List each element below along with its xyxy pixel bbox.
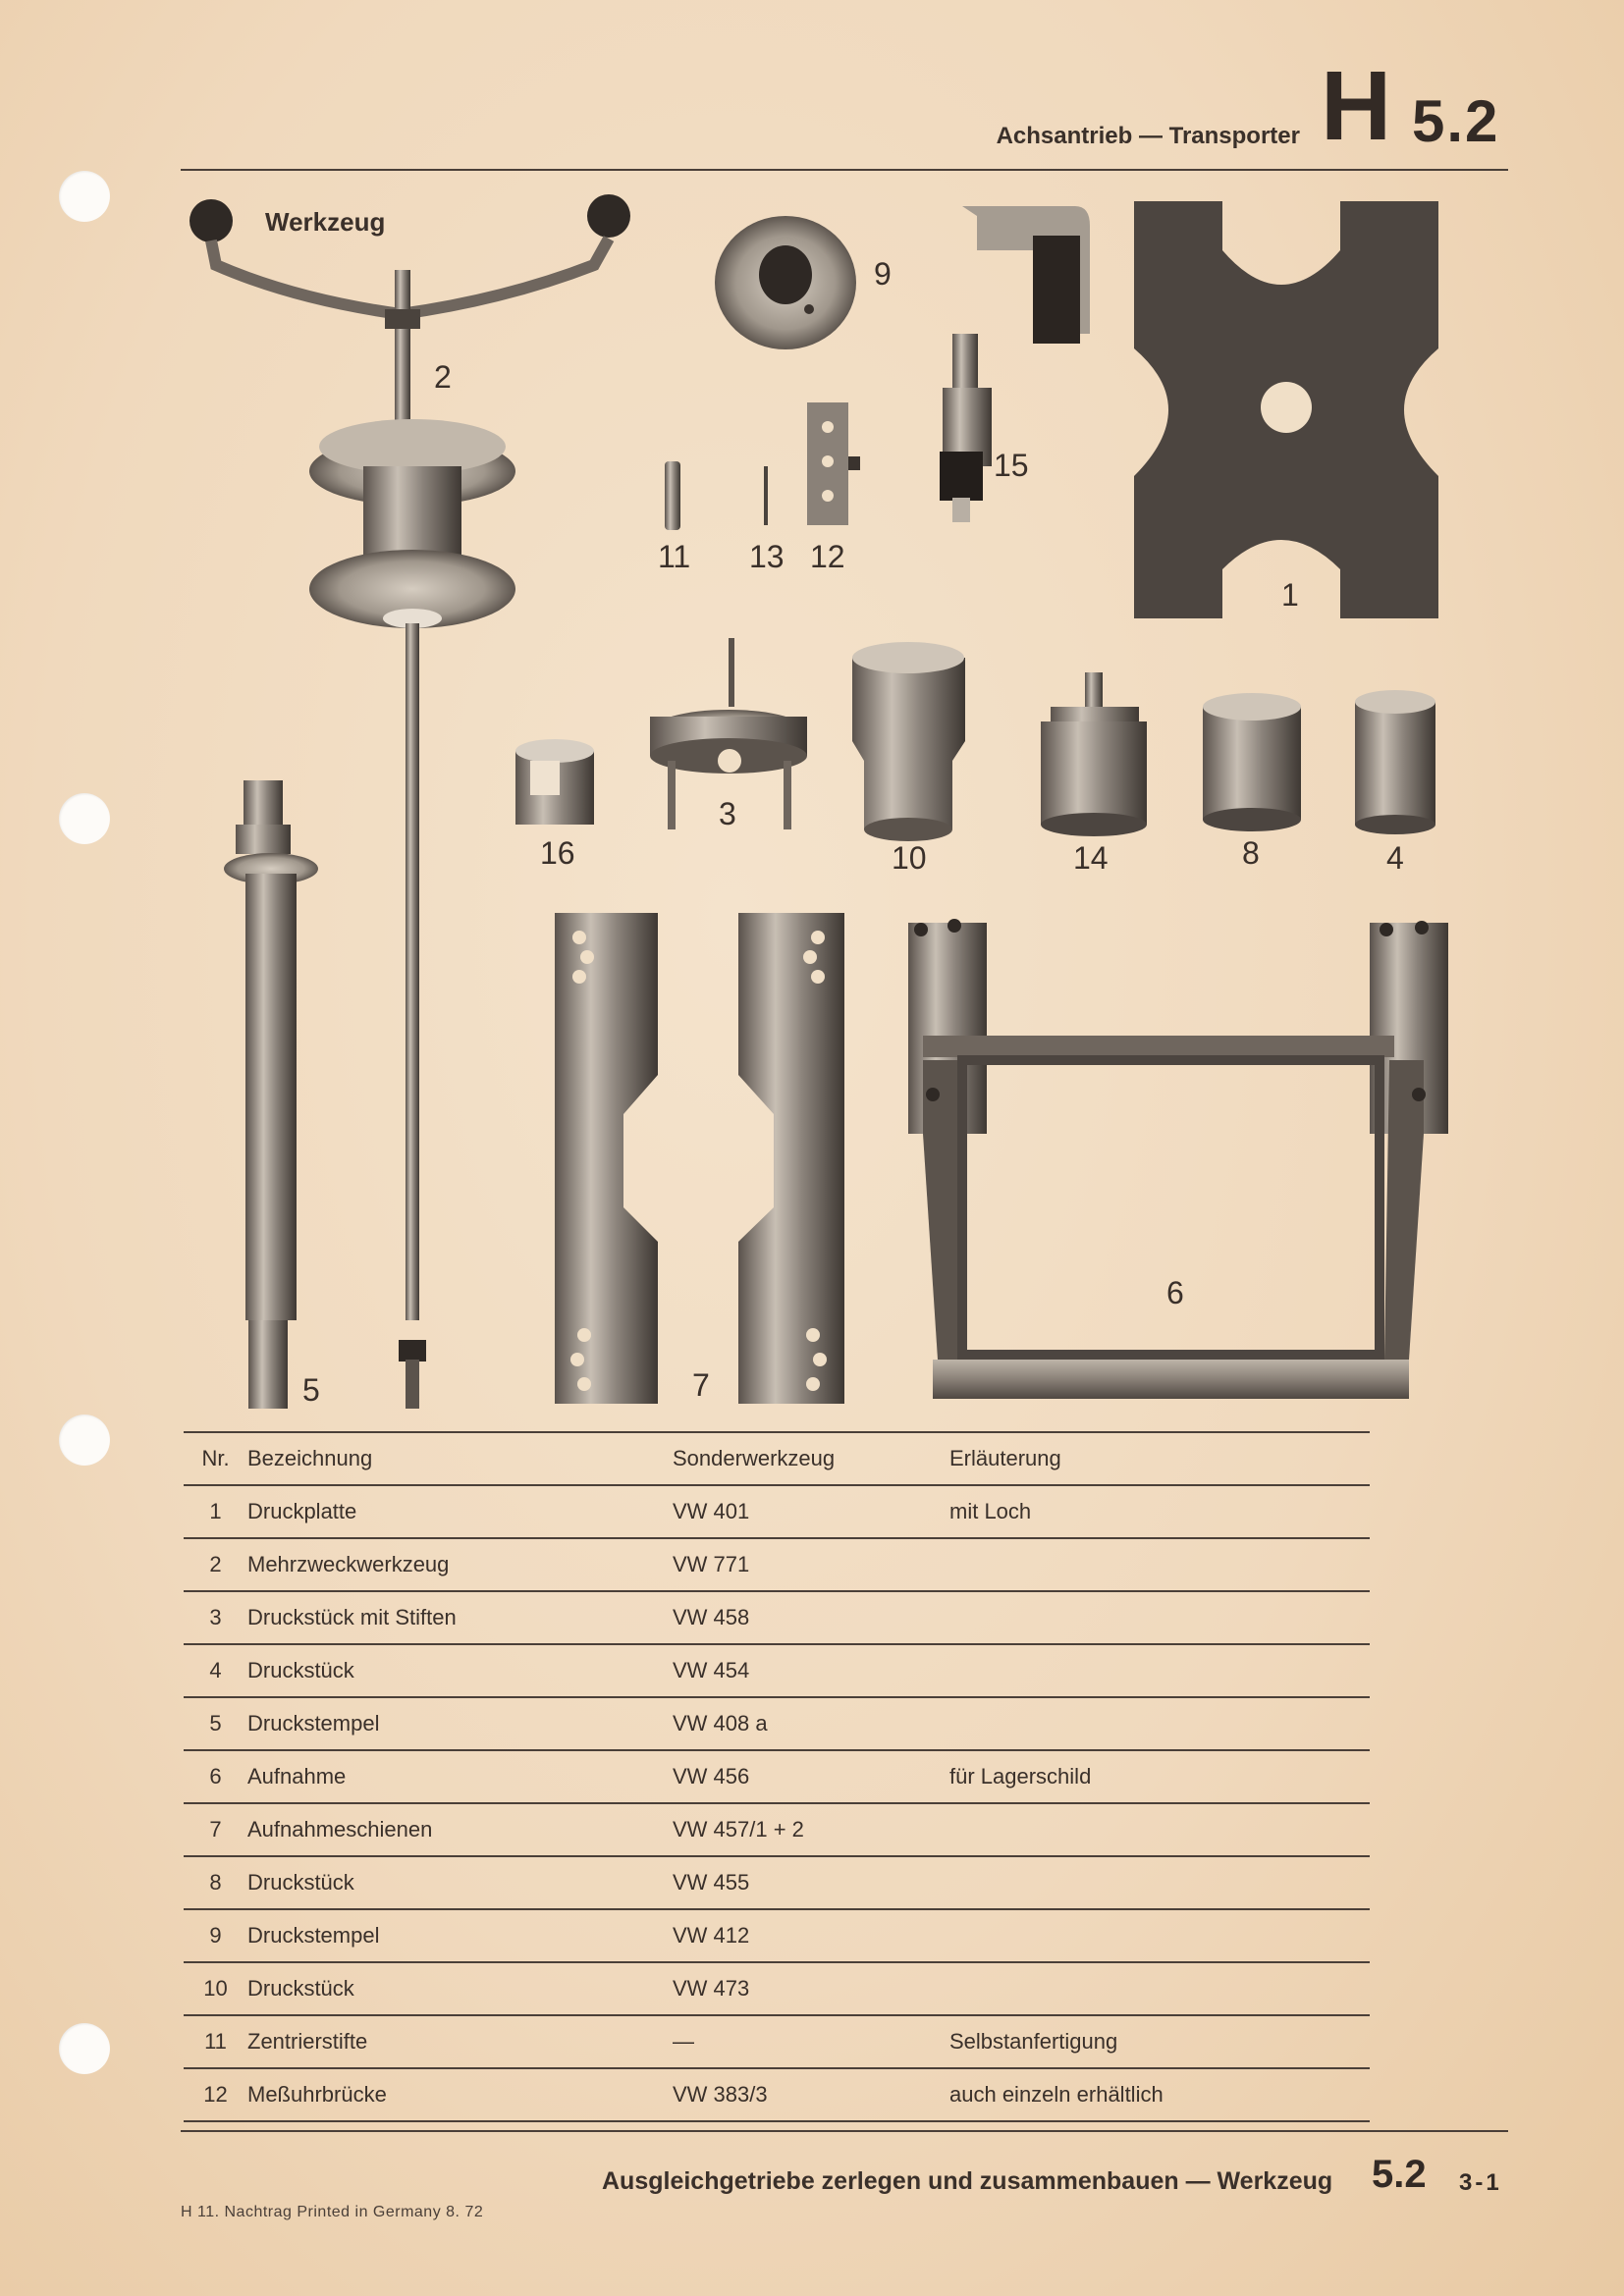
cell-sonderwerkzeug: VW 412 <box>673 1923 750 1948</box>
cell-erlaeuterung <box>949 1856 1370 1909</box>
table-header-row <box>184 1432 1370 1485</box>
section-number: 5.2 <box>1412 88 1500 154</box>
tool-label-4: 4 <box>1386 840 1404 876</box>
cell-erlaeuterung <box>949 1697 1370 1750</box>
table-row <box>184 1538 1370 1591</box>
cell-erlaeuterung: mit Loch <box>949 1499 1032 1523</box>
cell-erlaeuterung: Selbstanfertigung <box>949 2029 1118 2054</box>
tool-label-14: 14 <box>1073 840 1109 876</box>
cell-nr: 3 <box>209 1605 222 1629</box>
table-row <box>184 1856 1370 1909</box>
header-subtitle: Achsantrieb — Transporter <box>996 123 1300 149</box>
footer-rule <box>181 2130 1508 2132</box>
cell-sonderwerkzeug: VW 458 <box>673 1605 750 1629</box>
cell-bezeichnung: Aufnahme <box>247 1764 347 1789</box>
cell-erlaeuterung <box>949 1538 1370 1591</box>
punch-hole <box>59 171 110 222</box>
tool-label-9: 9 <box>874 256 892 292</box>
cell-sonderwerkzeug: VW 401 <box>673 1499 750 1523</box>
cell-bezeichnung: Druckstempel <box>247 1923 380 1948</box>
cell-bezeichnung: Meßuhrbrücke <box>247 2082 387 2107</box>
table-row <box>184 2068 1370 2121</box>
cell-bezeichnung: Druckplatte <box>247 1499 357 1523</box>
tool-12-gauge-bridge <box>807 402 860 525</box>
imprint-note: H 11. Nachtrag Printed in Germany 8. 72 <box>181 2204 484 2220</box>
figure-caption: Werkzeug <box>265 207 386 237</box>
tool-10-pressure-piece <box>852 642 965 841</box>
cell-sonderwerkzeug: VW 771 <box>673 1552 750 1576</box>
table-row <box>184 1591 1370 1644</box>
cell-bezeichnung: Druckstempel <box>247 1711 380 1735</box>
tool-6-mounting-fixture <box>908 919 1448 1399</box>
table-row <box>184 1962 1370 2015</box>
punch-hole <box>59 1415 110 1466</box>
cell-nr: 11 <box>204 2029 227 2054</box>
tool-label-11: 11 <box>658 539 691 574</box>
tool-4-pressure-piece <box>1355 690 1435 834</box>
cell-nr: 1 <box>209 1499 222 1523</box>
header-nr: Nr. <box>201 1446 230 1470</box>
cell-erlaeuterung <box>949 1909 1370 1962</box>
header-bezeichnung: Bezeichnung <box>247 1446 373 1470</box>
cell-bezeichnung: Zentrierstifte <box>247 2029 368 2054</box>
table-row <box>184 1909 1370 1962</box>
tool-13-pin <box>764 466 768 525</box>
tool-label-7: 7 <box>692 1367 710 1403</box>
cell-bezeichnung: Druckstück mit Stiften <box>247 1605 457 1629</box>
tool-label-13: 13 <box>749 539 785 574</box>
cell-sonderwerkzeug: VW 383/3 <box>673 2082 768 2107</box>
tool-14-pressure-piece <box>1041 672 1147 836</box>
tool-label-10: 10 <box>892 840 927 876</box>
tool-1-pressure-plate <box>1134 201 1438 618</box>
cell-nr: 6 <box>209 1764 222 1789</box>
cell-nr: 4 <box>209 1658 222 1682</box>
cell-sonderwerkzeug: VW 454 <box>673 1658 750 1682</box>
cell-nr: 2 <box>209 1552 222 1576</box>
footer-title: Ausgleichgetriebe zerlegen und zusammenbauen — Werkzeug <box>602 2167 1333 2195</box>
cell-sonderwerkzeug: — <box>673 2029 694 2054</box>
tool-7-mounting-rails <box>555 913 844 1404</box>
table-row <box>184 1803 1370 1856</box>
cell-sonderwerkzeug: VW 408 a <box>673 1711 768 1735</box>
punch-hole <box>59 793 110 844</box>
cell-erlaeuterung: für Lagerschild <box>949 1764 1092 1789</box>
cell-nr: 5 <box>209 1711 222 1735</box>
cell-erlaeuterung <box>949 1803 1370 1856</box>
table-row <box>184 1750 1370 1803</box>
cell-bezeichnung: Druckstück <box>247 1976 354 2001</box>
table-row <box>184 2015 1370 2068</box>
tool-label-15: 15 <box>994 448 1029 483</box>
cell-bezeichnung: Mehrzweckwerkzeug <box>247 1552 450 1576</box>
tool-label-12: 12 <box>810 539 845 574</box>
cell-bezeichnung: Druckstück <box>247 1870 354 1895</box>
tool-5-press-ram <box>224 780 318 1409</box>
cell-nr: 10 <box>203 1976 228 2001</box>
cell-bezeichnung: Aufnahmeschienen <box>247 1817 433 1842</box>
tool-label-3: 3 <box>719 796 736 831</box>
tool-label-6: 6 <box>1166 1275 1184 1310</box>
cell-sonderwerkzeug: VW 456 <box>673 1764 750 1789</box>
header-rule <box>181 169 1508 171</box>
tool-9-press-ram-disc <box>715 216 856 349</box>
cell-erlaeuterung <box>949 1644 1370 1697</box>
footer-page-number: 3-1 <box>1459 2169 1502 2196</box>
table-row <box>184 1485 1370 1538</box>
section-letter: H <box>1321 51 1392 161</box>
cell-nr: 8 <box>209 1870 222 1895</box>
cell-sonderwerkzeug: VW 457/1 + 2 <box>673 1817 804 1842</box>
cell-nr: 9 <box>209 1923 222 1948</box>
tool-label-1: 1 <box>1281 577 1299 613</box>
footer-section-number: 5.2 <box>1372 2153 1427 2196</box>
cell-nr: 12 <box>203 2082 228 2107</box>
tool-label-5: 5 <box>302 1372 320 1408</box>
tool-16-pressure-sleeve <box>515 739 594 825</box>
tool-11-centering-pins <box>665 461 680 530</box>
tool-list-table <box>184 1431 1370 2122</box>
header-sonderwerkzeug: Sonderwerkzeug <box>673 1446 836 1470</box>
tool-label-2: 2 <box>434 359 452 395</box>
tool-8-pressure-piece <box>1203 693 1301 831</box>
cell-nr: 7 <box>209 1817 222 1842</box>
table-row <box>184 1697 1370 1750</box>
tool-label-8: 8 <box>1242 835 1260 871</box>
cell-sonderwerkzeug: VW 473 <box>673 1976 750 2001</box>
tool-label-16: 16 <box>540 835 575 871</box>
cell-erlaeuterung <box>949 1962 1370 2015</box>
cell-sonderwerkzeug: VW 455 <box>673 1870 750 1895</box>
header-erlaeuterung: Erläuterung <box>949 1446 1061 1470</box>
cell-erlaeuterung: auch einzeln erhältlich <box>949 2082 1164 2107</box>
punch-hole <box>59 2023 110 2074</box>
cell-erlaeuterung <box>949 1591 1370 1644</box>
tools-illustration <box>177 182 1453 1423</box>
table-row <box>184 1644 1370 1697</box>
cell-bezeichnung: Druckstück <box>247 1658 354 1682</box>
